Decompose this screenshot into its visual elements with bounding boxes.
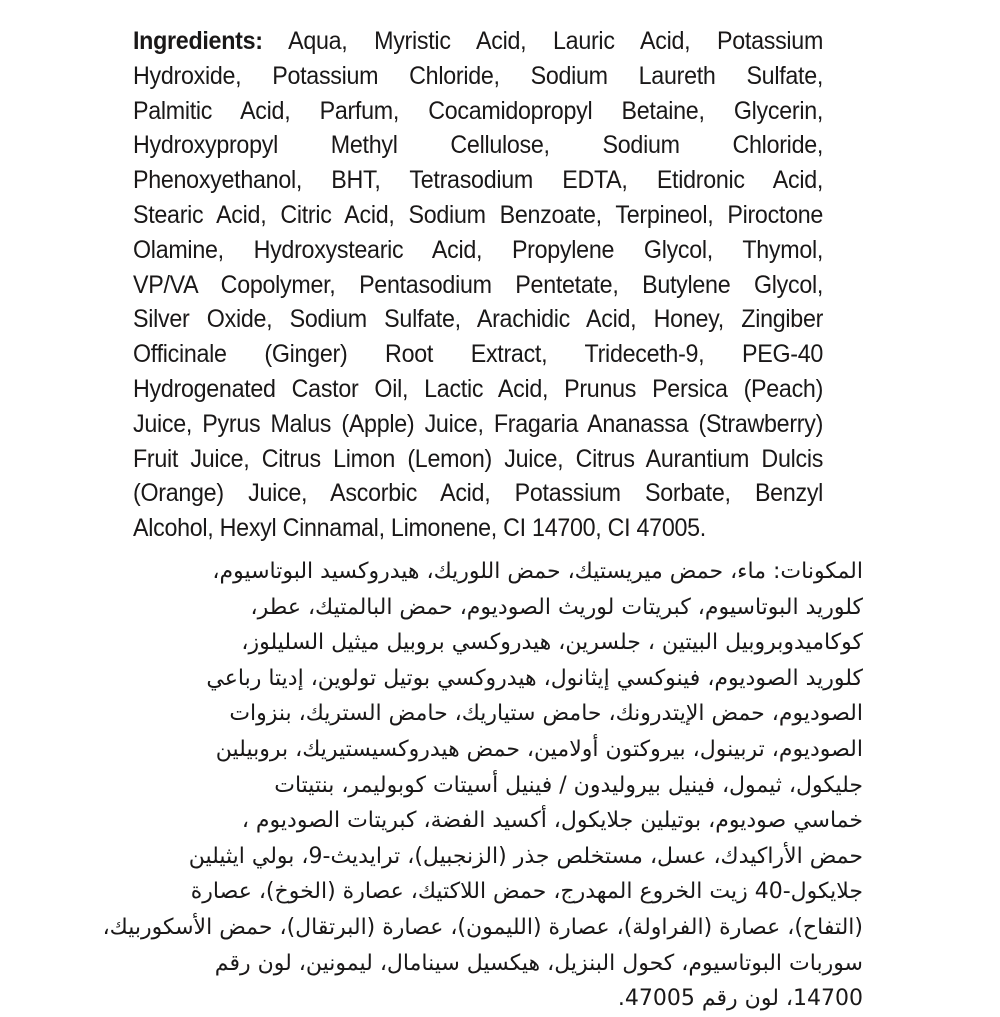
english-line-4: Hydroxypropyl Methyl Cellulose, Sodium Chloride, [133, 131, 824, 160]
ingredients-label: Ingredients: [133, 27, 263, 55]
english-line-15: Alcohol, Hexyl Cinnamal, Limonene, CI 14700, CI 47005. [133, 514, 706, 543]
english-line-5: Phenoxyethanol, BHT, Tetrasodium EDTA, Etidronic Acid, [133, 166, 824, 195]
arabic-line-10: جلايكول-40 زيت الخروع المهدرج، حمض اللاكتيك، عصارة (الخوخ)، عصارة [190, 879, 863, 905]
english-line-9: Silver Oxide, Sodium Sulfate, Arachidic Acid, Honey, Zingiber [133, 305, 824, 334]
english-line-14: (Orange) Juice, Ascorbic Acid, Potassium Sorbate, Benzyl [133, 479, 824, 508]
english-line-3: Palmitic Acid, Parfum, Cocamidopropyl Betaine, Glycerin, [133, 96, 824, 125]
english-line-12: Juice, Pyrus Malus (Apple) Juice, Fragaria Ananassa (Strawberry) [133, 409, 824, 438]
arabic-line-9: حمض الأراكيدك، عسل، مستخلص جذر (الزنجبيل)، ترايديث-9، بولي ايثيلين [188, 843, 863, 869]
arabic-line-5: الصوديوم، حمض الإيتدرونك، حامض ستياريك، حامض الستريك، بنزوات [229, 701, 863, 727]
arabic-line-2: كلوريد البوتاسيوم، كبريتات لوريث الصوديوم، حمض البالمتيك، عطر، [250, 594, 863, 620]
arabic-ingredients [102, 554, 863, 1017]
english-line-8: VP/VA Copolymer, Pentasodium Pentetate, Butylene Glycol, [133, 270, 824, 299]
english-line-13: Fruit Juice, Citrus Limon (Lemon) Juice, Citrus Aurantium Dulcis [133, 444, 824, 473]
arabic-line-7: جليكول، ثيمول، فينيل بيروليدون / فينيل أسيتات كوبوليمر، بنتيتات [274, 772, 863, 798]
english-line-1 [133, 24, 823, 59]
english-text: Aqua, Myristic Acid, Lauric Acid, Potassium [288, 27, 824, 55]
english-line-11: Hydrogenated Castor Oil, Lactic Acid, Prunus Persica (Peach) [133, 374, 824, 403]
english-line-6: Stearic Acid, Citric Acid, Sodium Benzoate, Terpineol, Piroctone [133, 200, 824, 229]
arabic-line-12: سوربات البوتاسيوم، كحول البنزيل، هيكسيل سينامال، ليمونين، لون رقم [214, 950, 863, 976]
arabic-line-6: الصوديوم، تربينول، بيروكتون أولامين، حمض هيدروكسيستيريك، بروبيلين [215, 736, 863, 762]
english-line-10: Officinale (Ginger) Root Extract, Trideceth-9, PEG-40 [133, 340, 824, 369]
arabic-line-4: كلوريد الصوديوم، فينوكسي إيثانول، هيدروكسي بوتيل تولوين، إديتا رباعي [206, 665, 863, 691]
arabic-line-1: المكونات: ماء، حمض ميريستيك، حمض اللوريك، هيدروكسيد البوتاسيوم، [212, 559, 863, 584]
arabic-line-13: 14700، لون رقم 47005. [617, 986, 863, 1012]
arabic-line-3: كوكاميدوبروبيل البيتين ، جلسرين، هيدروكسي بروبيل ميثيل السليلوز، [241, 630, 863, 656]
english-ingredients [133, 24, 823, 546]
english-line-2: Hydroxide, Potassium Chloride, Sodium Laureth Sulfate, [133, 61, 824, 90]
arabic-line-8: خماسي صوديوم، بوتيلين جلايكول، أكسيد الفضة، كبريتات الصوديوم ، [241, 808, 863, 834]
arabic-line-11: (التفاح)، عصارة (الفراولة)، عصارة (الليمون)، عصارة (البرتقال)، حمض الأسكوربيك، [102, 914, 863, 940]
english-line-7: Olamine, Hydroxystearic Acid, Propylene Glycol, Thymol, [133, 235, 824, 264]
